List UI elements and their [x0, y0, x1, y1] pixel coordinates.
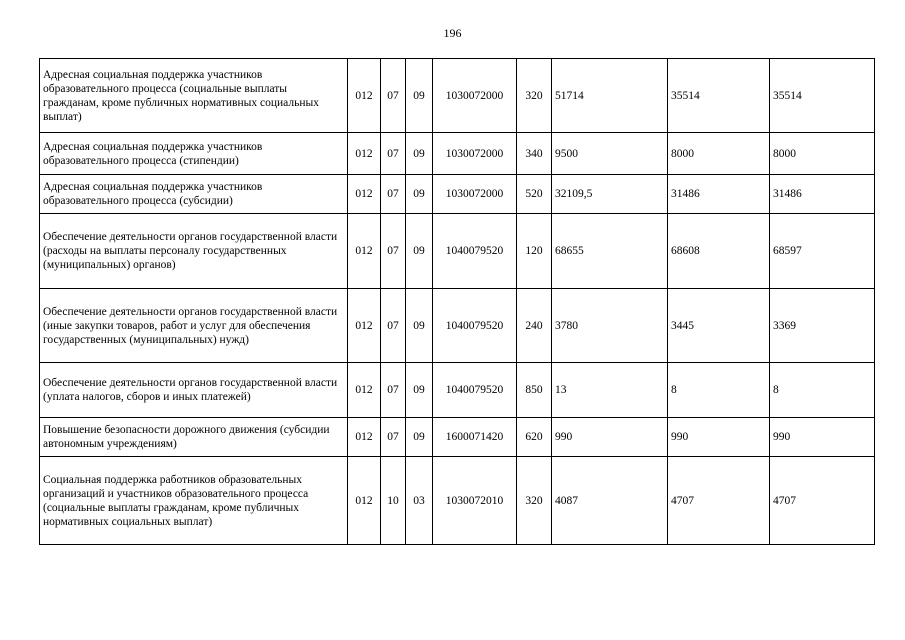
subsection-code-cell: 09: [406, 59, 433, 133]
expense-type-cell: 620: [517, 418, 552, 457]
section-code-cell: 07: [381, 418, 406, 457]
expense-type-cell: 850: [517, 363, 552, 418]
ministry-code-cell: 012: [348, 175, 381, 214]
expense-type-cell: 320: [517, 59, 552, 133]
page-number: 196: [443, 26, 462, 40]
table-row: [40, 289, 875, 363]
amount-1-cell: 32109,5: [552, 175, 668, 214]
target-article-cell: 1030072000: [433, 175, 517, 214]
section-code-cell: 07: [381, 289, 406, 363]
table-row: [40, 133, 875, 175]
amount-1-cell: 13: [552, 363, 668, 418]
amount-1-cell: 4087: [552, 457, 668, 545]
ministry-code-cell: 012: [348, 59, 381, 133]
section-code-cell: 07: [381, 175, 406, 214]
target-article-cell: 1040079520: [433, 214, 517, 289]
ministry-code-cell: 012: [348, 363, 381, 418]
ministry-code-cell: 012: [348, 289, 381, 363]
table-row: [40, 175, 875, 214]
expense-type-cell: 240: [517, 289, 552, 363]
row-name-cell: Обеспечение деятельности органов государственной власти (уплата налогов, сборов и иных платежей): [40, 363, 348, 418]
row-name-cell: Обеспечение деятельности органов государственной власти (иные закупки товаров, работ и услуг для обеспечения государственных (муниципальных) нужд): [40, 289, 348, 363]
amount-3-cell: 35514: [770, 59, 875, 133]
target-article-cell: 1030072010: [433, 457, 517, 545]
subsection-code-cell: 09: [406, 289, 433, 363]
amount-3-cell: 68597: [770, 214, 875, 289]
row-name-cell: Социальная поддержка работников образовательных организаций и участников образовательного процесса (социальные выплаты гражданам, кроме публичных нормативных социальных выплат): [40, 457, 348, 545]
target-article-cell: 1030072000: [433, 59, 517, 133]
row-name-cell: Повышение безопасности дорожного движения (субсидии автономным учреждениям): [40, 418, 348, 457]
row-name-cell: Адресная социальная поддержка участников образовательного процесса (стипендии): [40, 133, 348, 175]
table-row: [40, 59, 875, 133]
amount-3-cell: 4707: [770, 457, 875, 545]
amount-3-cell: 3369: [770, 289, 875, 363]
target-article-cell: 1040079520: [433, 363, 517, 418]
subsection-code-cell: 09: [406, 214, 433, 289]
amount-2-cell: 8: [668, 363, 770, 418]
ministry-code-cell: 012: [348, 214, 381, 289]
target-article-cell: 1040079520: [433, 289, 517, 363]
amount-2-cell: 3445: [668, 289, 770, 363]
table-body: [40, 59, 875, 545]
target-article-cell: 1030072000: [433, 133, 517, 175]
subsection-code-cell: 09: [406, 363, 433, 418]
expense-type-cell: 340: [517, 133, 552, 175]
section-code-cell: 07: [381, 59, 406, 133]
amount-3-cell: 8: [770, 363, 875, 418]
amount-2-cell: 35514: [668, 59, 770, 133]
expense-type-cell: 520: [517, 175, 552, 214]
section-code-cell: 10: [381, 457, 406, 545]
amount-1-cell: 9500: [552, 133, 668, 175]
subsection-code-cell: 09: [406, 175, 433, 214]
expense-type-cell: 120: [517, 214, 552, 289]
ministry-code-cell: 012: [348, 133, 381, 175]
row-name-cell: Обеспечение деятельности органов государственной власти (расходы на выплаты персоналу государственных (муниципальных) органов): [40, 214, 348, 289]
amount-2-cell: 4707: [668, 457, 770, 545]
row-name-cell: Адресная социальная поддержка участников образовательного процесса (субсидии): [40, 175, 348, 214]
amount-1-cell: 68655: [552, 214, 668, 289]
amount-2-cell: 8000: [668, 133, 770, 175]
table-row: [40, 418, 875, 457]
row-name-cell: Адресная социальная поддержка участников образовательного процесса (социальные выплаты гражданам, кроме публичных нормативных социальных выплат): [40, 59, 348, 133]
subsection-code-cell: 09: [406, 133, 433, 175]
ministry-code-cell: 012: [348, 457, 381, 545]
section-code-cell: 07: [381, 133, 406, 175]
amount-1-cell: 51714: [552, 59, 668, 133]
section-code-cell: 07: [381, 214, 406, 289]
budget-table: [39, 58, 875, 545]
table-row: [40, 214, 875, 289]
section-code-cell: 07: [381, 363, 406, 418]
amount-1-cell: 3780: [552, 289, 668, 363]
amount-1-cell: 990: [552, 418, 668, 457]
amount-3-cell: 990: [770, 418, 875, 457]
target-article-cell: 1600071420: [433, 418, 517, 457]
subsection-code-cell: 03: [406, 457, 433, 545]
amount-3-cell: 8000: [770, 133, 875, 175]
subsection-code-cell: 09: [406, 418, 433, 457]
table-row: [40, 457, 875, 545]
amount-2-cell: 31486: [668, 175, 770, 214]
ministry-code-cell: 012: [348, 418, 381, 457]
expense-type-cell: 320: [517, 457, 552, 545]
amount-3-cell: 31486: [770, 175, 875, 214]
table-row: [40, 363, 875, 418]
amount-2-cell: 68608: [668, 214, 770, 289]
amount-2-cell: 990: [668, 418, 770, 457]
